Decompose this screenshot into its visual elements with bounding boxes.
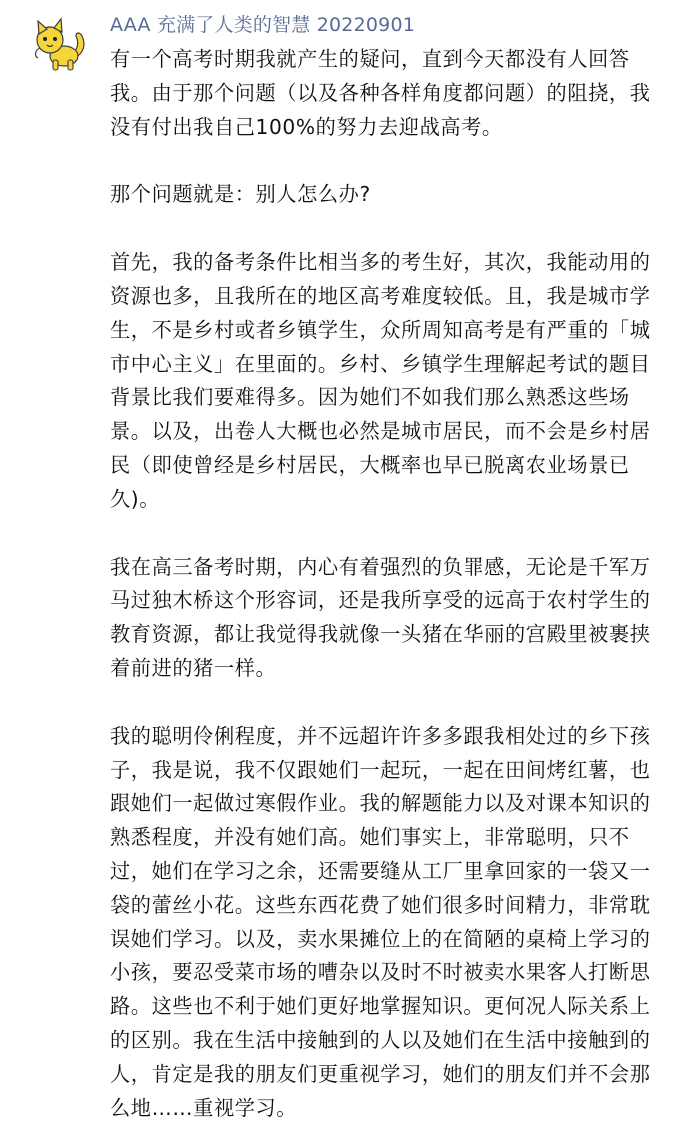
author-name[interactable]: AAA 充满了人类的智慧 20220901 — [110, 14, 416, 36]
post-paragraph: 首先，我的备考条件比相当多的考生好，其次，我能动用的资源也多，且我所在的地区高考难度较低。且，我是城市学生，不是乡村或者乡镇学生，众所周知高考是有严重的「城市中心主义」在里面的。乡村、乡镇学生理解起考试的题目背景比我们要难得多。因为她们不如我们那么熟悉这些场景。以及，出卷人大概也必然是城市居民，而不会是乡村居民（即使曾经是乡村居民，大概率也早已脱离农业场景已久)。 — [110, 250, 651, 511]
avatar[interactable] — [30, 14, 90, 74]
post-paragraph: 我的聪明伶俐程度，并不远超许许多多跟我相处过的乡下孩子，我是说，我不仅跟她们一起玩，一起在田间烤红薯，也跟她们一起做过寒假作业。我的解题能力以及对课本知识的熟悉程度，并没有她们高。她们事实上，非常聪明，只不过，她们在学习之余，还需要缝从工厂里拿回家的一袋又一袋的蕾丝小花。这些东西花费了她们很多时间精力，非常耽误她们学习。以及，卖水果摊位上的在简陋的桌椅上学习的小孩，要忍受菜市场的嘈杂以及时不时被卖水果客人打断思路。这些也不利于她们更好地掌握知识。更何况人际关系上的区别。我在生活中接触到的人以及她们在生活中接触到的人，肯定是我的朋友们更重视学习，她们的朋友们并不会那么地……重视学习。 — [110, 723, 651, 1120]
post-paragraph: 有一个高考时期我就产生的疑问，直到今天都没有人回答我。由于那个问题（以及各种各样角度都问题）的阻挠，我没有付出我自己100%的努力去迎战高考。 — [110, 47, 651, 139]
post-paragraph: 我在高三备考时期，内心有着强烈的负罪感，无论是千军万马过独木桥这个形容词，还是我所享受的远高于农村学生的教育资源，都让我觉得我就像一头猪在华丽的宫殿里被裹挟着前进的猪一样。 — [110, 554, 651, 680]
post-content — [110, 43, 665, 1125]
yellow-cat-icon — [30, 14, 90, 74]
post-paragraph: 那个问题就是：别人怎么办? — [110, 182, 371, 207]
